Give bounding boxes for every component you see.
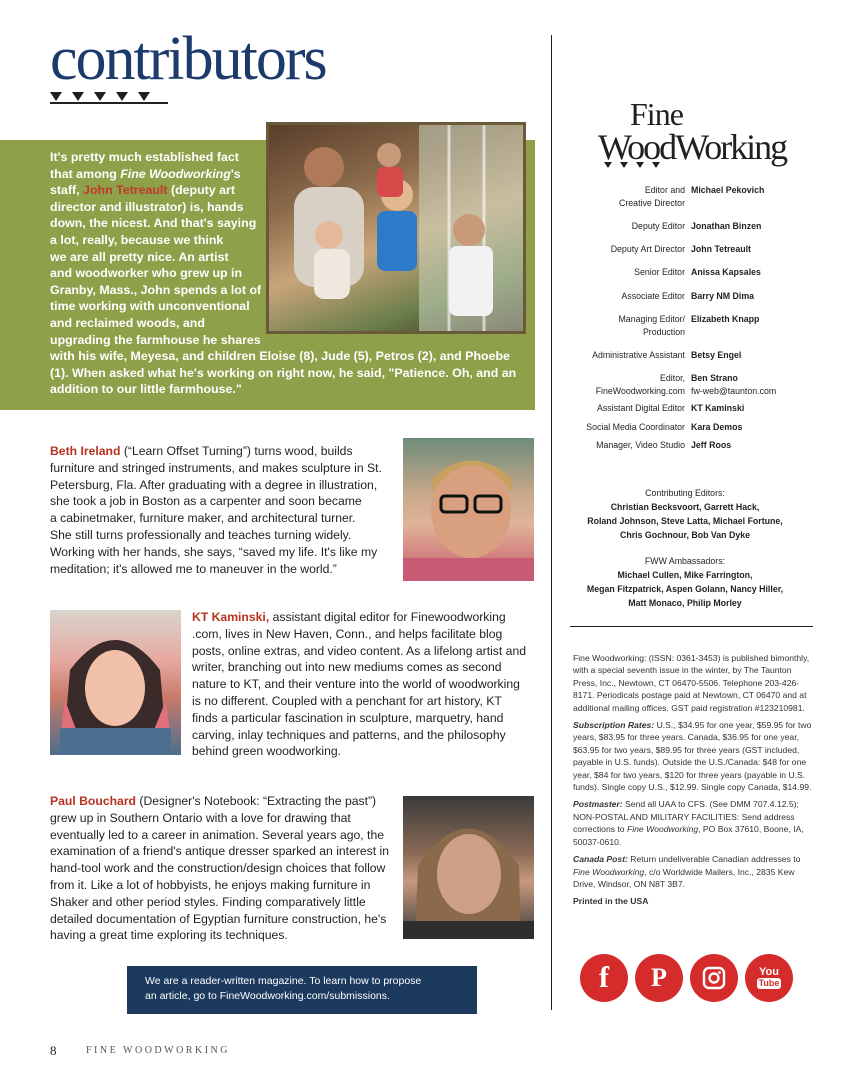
masthead-name: Ben Strano fw-web@taunton.com xyxy=(691,373,777,396)
masthead-name: Anissa Kapsales xyxy=(691,267,761,277)
masthead-role: Deputy Editor xyxy=(631,221,685,231)
page-title: contributors xyxy=(50,25,326,93)
masthead-name: John Tetreault xyxy=(691,244,751,254)
paul-bouchard-photo xyxy=(403,796,534,939)
masthead-name: Elizabeth Knapp xyxy=(691,314,760,324)
publication-info: Fine Woodworking: (ISSN: 0361-3453) is published bimonthly, with a special seventh issue in the winter, by The Taunton Press, Inc., Newtown, CT 06470-5506. Telephone 203-426-8171. Periodicals postage paid at Newtown, CT 06470 and at additional mailing offices. GST paid registration #123210981. Subscription Rates: U.S., $34.95 for one year, $59.95 for two years, $83.95 for three years. Canada, $36.95 for one year, $63.95 for two years, $89.95 for three years (GST included, payable in U.S. funds). Outside the U.S./Canada: $48 for one year, $84 for two years, $120 for three years (payable in U.S. funds). Single copy U.S., $12.99. Single copy Canada, $14.99. Postmaster: Send all UAA to CFS. (See DMM 707.4.12.5); NON-POSTAL AND MILITARY FACILITIES: Send address corrections to Fine Woodworking, PO Box 37610, Boone, IA, 50037-0610. Canada Post: Return undeliverable Canadian addresses to Fine Woodworking, c/o Worldwide Mailers, Inc., 2835 Kew Drive, Windsor, ON N8T 3B7. Printed in the USA xyxy=(573,653,812,907)
page-number: 8 xyxy=(50,1043,57,1058)
bio-paul-bouchard: Paul Bouchard (Designer's Notebook: “Extracting the past”) grew up in Southern Ontario with a love for drawing that eventually led to a career in animation. Several years ago, the examination of a friend's antique dresser sparked an interest in hand-tool work and the construction/design choices that follow from it. Like a lot of hobbyists, he enjoys making furniture in Shaker and other period styles. Finding comparatively little detailed documentation of Egyptian furniture construction, he's having a great time exploring its techniques. xyxy=(50,794,390,943)
youtube-icon[interactable]: You Tube xyxy=(745,954,793,1002)
kt-kaminski-photo xyxy=(50,610,181,755)
feature-text: It's pretty much established fact that among Fine Woodworking's staff, John Tetreault (deputy art director and illustrator) is, hands down, the nicest. And that's saying a lot, really, because we think we are all pretty nice. An artist and woodworker who grew up in Granby, Mass., John spends a lot of time working with unconventional and reclaimed woods, and upgrading the farmhouse he shares with his wife, Meyesa, and children Eloise (8), Jude (5), Petros (2), and Phoebe (1). When asked what he's working on right now, he said, "Patience. Oh, and an addition to our little farmhouse." xyxy=(50,150,517,397)
submission-callout: We are a reader-written magazine. To learn how to propose an article, go to FineWoodworking.com/submissions. xyxy=(127,966,477,1014)
column-divider xyxy=(551,35,552,1010)
masthead-role: Editor, FineWoodworking.com xyxy=(595,373,685,396)
masthead-name: Barry NM Dima xyxy=(691,291,755,301)
bio-kt-kaminski: KT Kaminski, assistant digital editor for Finewoodworking .com, lives in New Haven, Conn., and helps facilitate blog posts, online extras, and video content. As a lifelong artist and writer, branching out into new mediums comes as second nature to KT, and their venture into the world of woodworking is no different. Coupled with a penchant for art history, KT finds a particular fascination in sculpture, marquetry, hand carving, inlay techniques and patterns, and the philosophy behind green woodworking. xyxy=(192,610,527,759)
masthead-role: Manager, Video Studio xyxy=(596,440,685,450)
instagram-icon[interactable] xyxy=(690,954,738,1002)
masthead-name: Betsy Engel xyxy=(691,350,742,360)
facebook-icon[interactable]: f xyxy=(580,954,628,1002)
masthead-role: Managing Editor/ Production xyxy=(618,314,685,337)
masthead-role: Administrative Assistant xyxy=(592,350,685,360)
pinterest-icon[interactable]: P xyxy=(635,954,683,1002)
masthead-name: Michael Pekovich xyxy=(691,185,765,195)
masthead-role: Editor and Creative Director xyxy=(619,185,685,208)
fine-woodworking-logo: Fine WoodWorking xyxy=(598,96,787,167)
masthead-name: Jonathan Binzen xyxy=(691,221,762,231)
beth-ireland-photo xyxy=(403,438,534,581)
masthead-role: Associate Editor xyxy=(621,291,685,301)
masthead-name: KT Kaminski xyxy=(691,403,745,413)
contributing-editors: Contributing Editors: Christian Becksvoort, Garrett Hack, Roland Johnson, Steve Latta, Michael Fortune, Chris Gochnour, Bob Van Dyke xyxy=(587,488,783,540)
masthead-name: Jeff Roos xyxy=(691,440,732,450)
bio-beth-ireland: Beth Ireland (“Learn Offset Turning”) turns wood, builds furniture and stringed instruments, and makes sculpture in St. Petersburg, Fla. After graduating with a degree in illustration, she took a job in Boston as a carpenter and soon became a cabinetmaker, furniture maker, and architectural turner. She still turns professionally and teaches turning widely. Working with her hands, she says, “saved my life. It's like my meditation; it's allowed me to maneuver in the world.” xyxy=(50,444,382,576)
section-divider xyxy=(570,626,813,627)
feature-name: John Tetreault xyxy=(83,183,168,198)
footer-magazine-name: FINE WOODWORKING xyxy=(86,1045,230,1056)
masthead-role: Senior Editor xyxy=(634,267,685,277)
masthead-role: Deputy Art Director xyxy=(610,244,685,254)
masthead-name: Kara Demos xyxy=(691,422,743,432)
fww-ambassadors: FWW Ambassadors: Michael Cullen, Mike Farrington, Megan Fitzpatrick, Aspen Golann, Nancy Hiller, Matt Monaco, Philip Morley xyxy=(586,556,784,608)
masthead-role: Social Media Coordinator xyxy=(586,422,685,432)
masthead-role: Assistant Digital Editor xyxy=(596,403,685,413)
title-ornament xyxy=(50,92,168,104)
